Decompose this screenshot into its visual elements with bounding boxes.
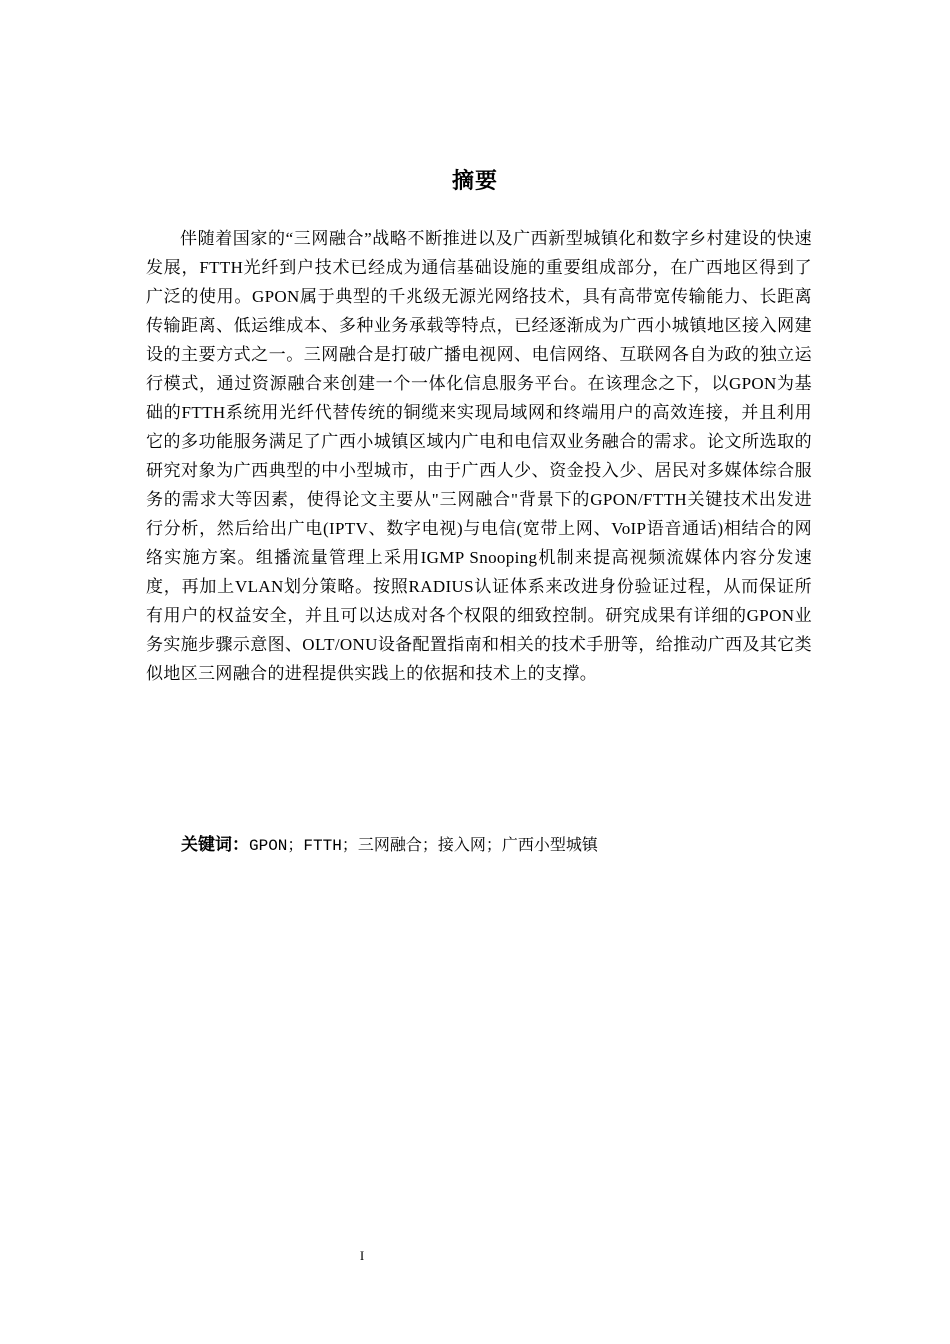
abstract-body: 伴随着国家的“三网融合”战略不断推进以及广西新型城镇化和数字乡村建设的快速发展，FTTH光纤到户技术已经成为通信基础设施的重要组成部分，在广西地区得到了广泛的使用。GPON属于典型的千兆级无源光网络技术，具有高带宽传输能力、长距离传输距离、低运维成本、多种业务承载等特点，已经逐渐成为广西小城镇地区接入网建设的主要方式之一。三网融合是打破广播电视网、电信网络、互联网各自为政的独立运行模式，通过资源融合来创建一个一体化信息服务平台。在该理念之下，以GPON为基础的FTTH系统用光纤代替传统的铜缆来实现局域网和终端用户的高效连接，并且利用它的多功能服务满足了广西小城镇区域内广电和电信双业务融合的需求。论文所选取的研究对象为广西典型的中小型城市，由于广西人少、资金投入少、居民对多媒体综合服务的需求大等因素，使得论文主要从"三网融合"背景下的GPON/FTTH关键技术出发进行分析，然后给出广电(IPTV、数字电视)与电信(宽带上网、VoIP语音通话)相结合的网络实施方案。组播流量管理上采用IGMP Snooping机制来提高视频流媒体内容分发速度，再加上VLAN划分策略。按照RADIUS认证体系来改进身份验证过程，从而保证所有用户的权益安全，并且可以达成对各个权限的细致控制。研究成果有详细的GPON业务实施步骤示意图、OLT/ONU设备配置指南和相关的技术手册等，给推动广西及其它类似地区三网融合的进程提供实践上的依据和技术上的支撑。 xyxy=(146,229,812,683)
keywords-label: 关键词： xyxy=(181,835,249,855)
page-number: I xyxy=(359,1248,365,1263)
abstract-title: 摘要 xyxy=(451,169,498,194)
keywords-line xyxy=(181,830,821,861)
keywords-value: GPON；FTTH；三网融合；接入网；广西小型城镇 xyxy=(249,837,598,855)
